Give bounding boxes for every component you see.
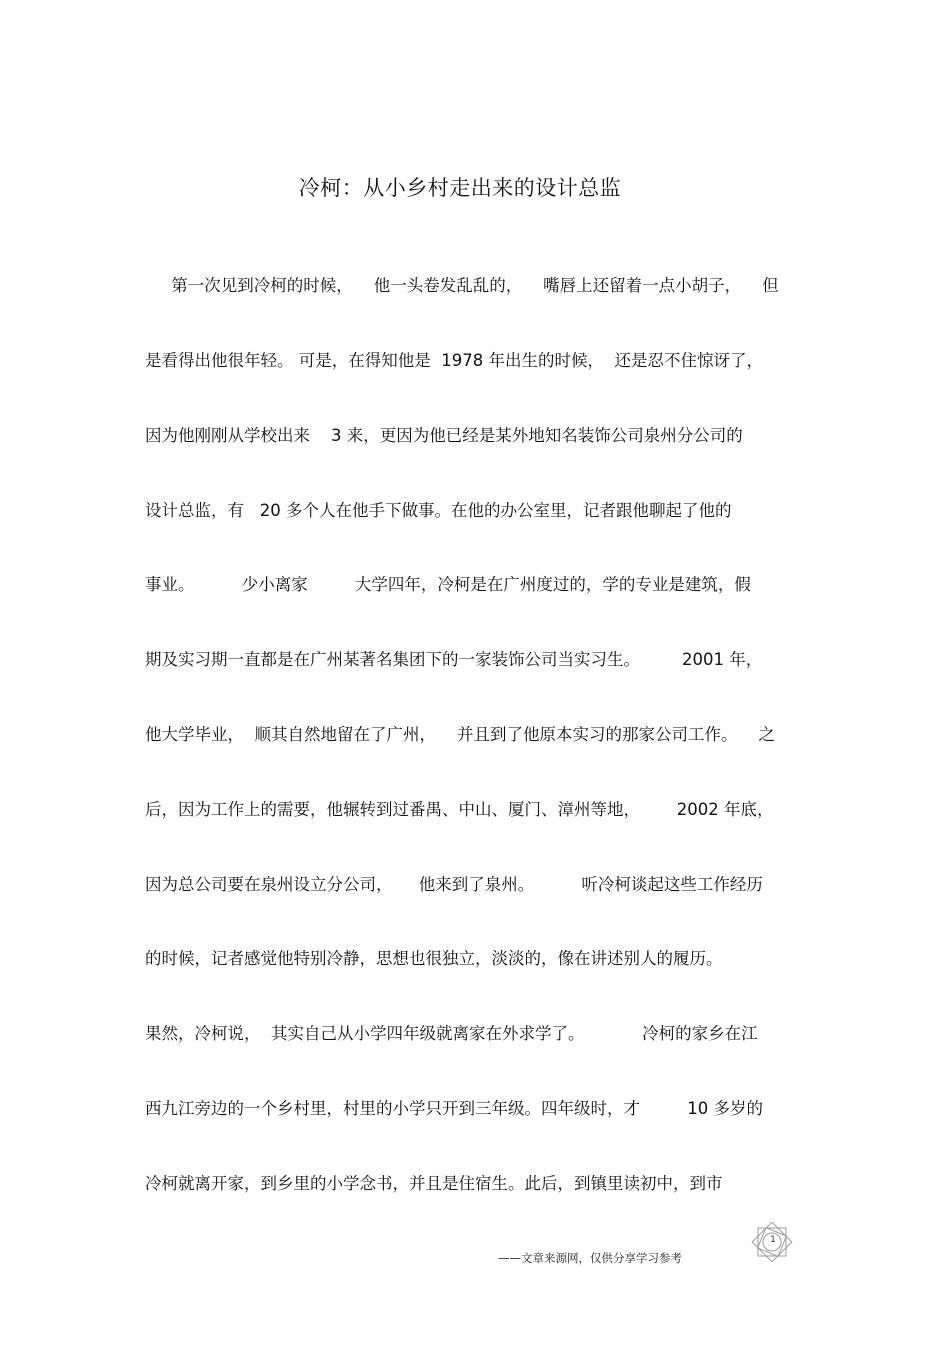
page-number: 1	[770, 1235, 776, 1245]
body-line-8: 后，因为工作上的需要，他辗转到过番禺、中山、厦门、漳州等地， 2002 年底，	[145, 800, 774, 819]
body-line-7: 他大学毕业， 顺其自然地留在了广州， 并且到了他原本实习的那家公司工作。 之	[145, 725, 775, 744]
body-line-2: 是看得出他很年轻。 可是，在得知他是 1978 年出生的时候， 还是忍不住惊讶了，	[145, 351, 763, 370]
body-line-12: 西九江旁边的一个乡村里，村里的小学只开到三年级。四年级时，才 10 多岁的	[145, 1099, 763, 1118]
document-title: 冷柯：从小乡村走出来的设计总监	[298, 176, 622, 200]
body-line-4: 设计总监，有 20 多个人在他手下做事。在他的办公室里，记者跟他聊起了他的	[145, 501, 732, 520]
body-line-9: 因为总公司要在泉州设立分公司， 他来到了泉州。 听冷柯谈起这些工作经历	[145, 875, 763, 894]
footer-source-note: ——文章来源网，仅供分享学习参考	[498, 1251, 682, 1265]
body-line-1: 第一次见到冷柯的时候， 他一头卷发乱乱的， 嘴唇上还留着一点小胡子， 但	[145, 276, 779, 295]
body-line-3: 因为他刚刚从学校出来 3 来，更因为他已经是某外地知名装饰公司泉州分公司的	[145, 426, 743, 445]
body-line-5: 事业。 少小离家 大学四年，冷柯是在广州度过的，学的专业是建筑，假	[145, 575, 751, 594]
body-line-10: 的时候，记者感觉他特别冷静，思想也很独立，淡淡的，像在讲述别人的履历。	[145, 949, 723, 968]
body-line-13: 冷柯就离开家，到乡里的小学念书，并且是住宿生。此后，到镇里读初中，到市	[145, 1174, 723, 1193]
body-line-6: 期及实习期一直都是在广州某著名集团下的一家装饰公司当实习生。 2001 年，	[145, 650, 763, 669]
body-line-11: 果然，冷柯说， 其实自己从小学四年级就离家在外求学了。 冷柯的家乡在江	[145, 1024, 758, 1043]
